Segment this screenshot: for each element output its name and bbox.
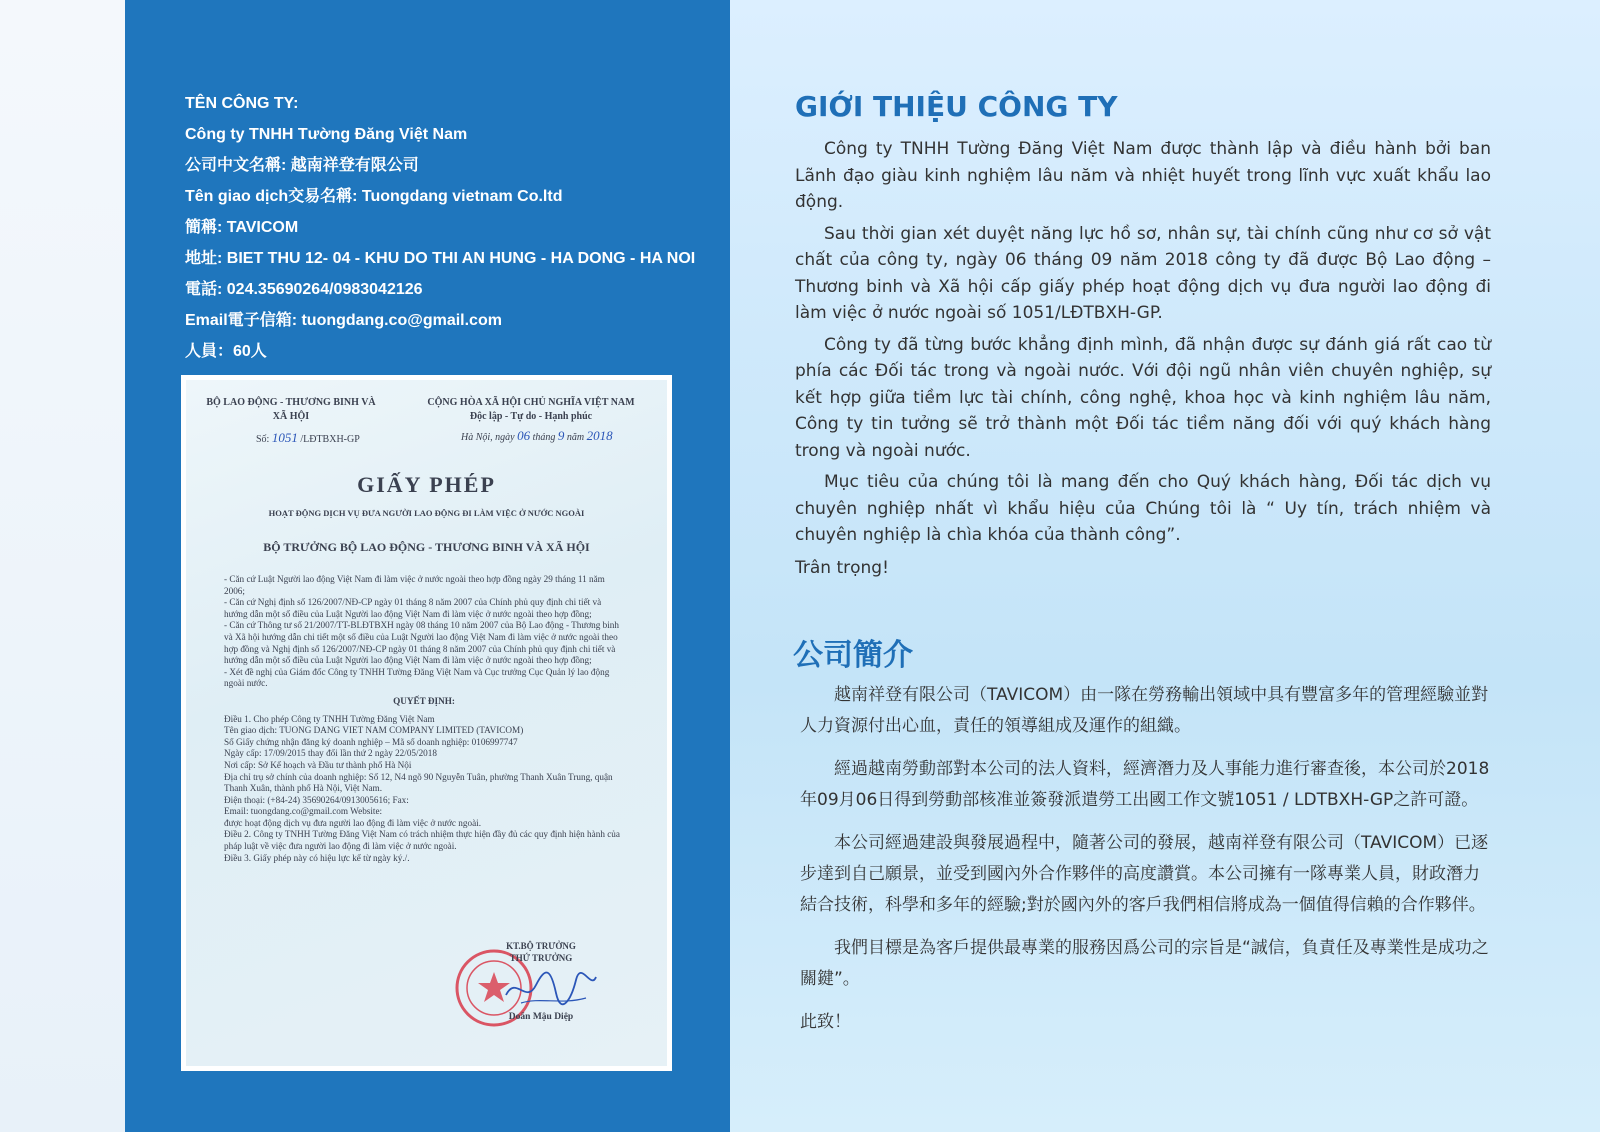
license-document xyxy=(186,380,667,1066)
license-republic-header xyxy=(406,396,656,424)
info-phone: 電話: 024.35690264/0983042126 xyxy=(185,281,423,298)
intro-vi-paragraph-4: Mục tiêu của chúng tôi là mang đến cho Quý khách hàng, Đối tác dịch vụ chuyên nghiệp nhất vì khẩu hiệu của Chúng tôi là “ Uy tín, trách nhiệm và chuyên nghiệp là chìa khóa của thành công”. xyxy=(795,472,1491,545)
license-article-3: Điều 3. Giấy phép này có hiệu lực kể từ ngày ký./. xyxy=(224,852,410,863)
license-title: GIẤY PHÉP xyxy=(357,472,496,497)
info-address: 地址: BIET THU 12- 04 - KHU DO THI AN HUNG - HA DONG - HA NOI xyxy=(185,250,696,267)
intro-vi-closing: Trân trọng! xyxy=(795,557,889,578)
intro-zh-paragraph-3: 本公司經過建設與發展過程中，隨著公司的發展，越南祥登有限公司（TAVICOM）已逐步達到自己願景，並受到國內外合作夥伴的高度讚賞。本公司擁有一隊專業人員，財政潛力結合技術，科學和多年的經驗;對於國內外的客戶我們相信將成為一個值得信賴的合作夥伴。 xyxy=(800,833,1489,915)
intro-zh-paragraph-1: 越南祥登有限公司（TAVICOM）由一隊在勞務輸出領域中具有豐富多年的管理經驗並對人力資源付出心血，責任的領導組成及運作的組織。 xyxy=(800,685,1489,736)
license-date-month-label: tháng xyxy=(532,432,556,443)
intro-zh-paragraph-2: 經過越南勞動部對本公司的法人資料，經濟潛力及人事能力進行審查後，本公司於2018年09月06日得到勞動部核准並簽發派遣勞工出國工作文號1051 / LDTBXH-GP之許可證。 xyxy=(800,759,1490,810)
license-republic-name: CỘNG HÒA XÃ HỘI CHỦ NGHĨA VIỆT NAM xyxy=(427,397,635,408)
license-basis-2: - Căn cứ Nghị định số 126/2007/NĐ-CP ngày 01 tháng 8 năm 2007 của Chính phủ quy định chi tiết và hướng dẫn một số điều của Luật Người lao động Việt Nam đi làm việc ở nước ngoài theo hợp đồng; xyxy=(224,597,602,619)
license-issue-date: Ngày cấp: 17/09/2015 thay đổi lần thứ 2 ngày 22/05/2018 xyxy=(224,748,437,759)
info-company-name-zh: 公司中文名稱: 越南祥登有限公司 xyxy=(185,157,419,174)
license-body xyxy=(224,574,624,864)
company-info-block xyxy=(185,88,705,367)
license-trade-name: Tên giao dịch: TUONG DANG VIET NAM COMPANY LIMITED (TAVICOM) xyxy=(224,725,524,736)
license-date-place: Hà Nội, ngày xyxy=(461,432,515,443)
info-trade-name: Tên giao dịch交易名稱: Tuongdang vietnam Co.ltd xyxy=(185,188,563,205)
license-number-suffix: /LĐTBXH-GP xyxy=(300,434,360,445)
license-article-1: Điều 1. Cho phép Công ty TNHH Tường Đăng Việt Nam xyxy=(224,713,435,724)
license-basis-1: - Căn cứ Luật Người lao động Việt Nam đi làm việc ở nước ngoài theo hợp đồng ngày 29 tháng 11 năm 2006; xyxy=(224,574,605,596)
license-head-office: Địa chỉ trụ sở chính của doanh nghiệp: Số 12, N4 ngõ 90 Nguyễn Tuân, phường Thanh Xuân Trung, quận Thanh Xuân, thành phố Hà Nội, Việt Nam. xyxy=(224,771,613,794)
intro-zh-closing: 此致！ xyxy=(800,1012,851,1032)
license-issuer: Nơi cấp: Sở Kế hoạch và Đầu tư thành phố Hà Nội xyxy=(224,759,412,770)
license-signer-name: Doãn Mậu Diệp xyxy=(508,1012,574,1022)
license-number-prefix: Số: xyxy=(256,434,270,445)
license-date-day: 06 xyxy=(517,428,531,443)
license-motto: Độc lập - Tự do - Hạnh phúc xyxy=(469,411,593,422)
license-date-month: 9 xyxy=(557,428,565,443)
info-company-name-vi: Công ty TNHH Tường Đăng Việt Nam xyxy=(185,126,468,143)
intro-zh-title: 公司簡介 xyxy=(793,638,913,673)
intro-vi-paragraph-2: Sau thời gian xét duyệt năng lực hồ sơ, nhân sự, tài chính cũng như cơ sở vật chất của công ty, ngày 06 tháng 09 năm 2018 công ty đã được Bộ Lao động – Thương binh và Xã hội cấp giấy phép hoạt động dịch vụ đưa người lao động đi làm việc ở nước ngoài số 1051/LĐTBXH-GP. xyxy=(795,223,1491,323)
license-permitted-activity: được hoạt động dịch vụ đưa người lao động đi làm việc ở nước ngoài. xyxy=(224,817,481,828)
license-minister-heading: BỘ TRƯỞNG BỘ LAO ĐỘNG - THƯƠNG BINH VÀ XÃ HỘI xyxy=(263,540,590,554)
license-article-2: Điều 2. Công ty TNHH Tường Đăng Việt Nam có trách nhiệm thực hiện đầy đủ các quy định hiện hành của pháp luật về việc đưa người lao động đi làm việc ở nước ngoài. xyxy=(224,829,620,852)
license-signer-title-2: THỨ TRƯỞNG xyxy=(509,953,573,963)
license-number xyxy=(256,430,360,446)
license-decide-heading: QUYẾT ĐỊNH: xyxy=(393,695,455,706)
license-subtitle: HOẠT ĐỘNG DỊCH VỤ ĐƯA NGƯỜI LAO ĐỘNG ĐI LÀM VIỆC Ở NƯỚC NGOÀI xyxy=(268,508,585,518)
intro-vi-body xyxy=(795,136,1491,586)
info-staff-count: 人員：60人 xyxy=(185,343,267,360)
left-margin-strip xyxy=(0,0,125,1132)
info-email: Email電子信箱: tuongdang.co@gmail.com xyxy=(185,312,502,329)
signature-icon xyxy=(501,965,601,1010)
license-phone-fax: Điện thoại: (+84-24) 35690264/0913005616; Fax: xyxy=(224,794,409,805)
license-signer-title-1: KT.BỘ TRƯỞNG xyxy=(506,941,576,951)
license-document-frame xyxy=(181,375,672,1071)
license-date-year-label: năm xyxy=(566,432,585,443)
license-registration-number: Số Giấy chứng nhận đăng ký doanh nghiệp – Mã số doanh nghiệp: 0106997747 xyxy=(224,736,518,747)
info-short-name: 簡稱: TAVICOM xyxy=(185,219,299,236)
license-number-value: 1051 xyxy=(271,430,298,445)
license-ministry-header: BỘ LAO ĐỘNG - THƯƠNG BINH VÀ XÃ HỘI xyxy=(206,397,376,422)
intro-vi-paragraph-1: Công ty TNHH Tường Đăng Việt Nam được thành lập và điều hành bởi ban Lãnh đạo giàu kinh nghiệm lâu năm và nhiệt huyết trong lĩnh vực xuất khẩu lao động. xyxy=(795,139,1491,212)
intro-zh-body xyxy=(800,680,1490,1050)
license-basis-3: - Căn cứ Thông tư số 21/2007/TT-BLĐTBXH ngày 08 tháng 10 năm 2007 của Bộ Lao động - Thương binh và Xã hội hướng dẫn chi tiết một số điều của Luật Người lao động Việt Nam đi làm việc ở nước ngoài theo hợp đồng và Nghị định số 126/2007/NĐ-CP ngày 01 tháng 8 năm 2007 của Chính phủ quy định chi tiết và hướng dẫn một số điều của Luật Người lao động Việt Nam đi làm việc ở nước ngoài theo hợp đồng; xyxy=(224,620,619,666)
intro-vi-title: GIỚI THIỆU CÔNG TY xyxy=(795,90,1118,123)
intro-vi-paragraph-3: Công ty đã từng bước khẳng định mình, đã nhận được sự đánh giá rất cao từ phía các Đối tác trong và ngoài nước. Với đội ngũ nhân viên chuyên nghiệp, sự kết hợp giữa tiềm lực tài chính, công nghệ, khoa học và kinh nghiệm lâu năm, Công ty tin tưởng sẽ trở thành một Đối tác tiềm năng đối với quý khách hàng trong và ngoài nước. xyxy=(795,334,1491,461)
info-label-company-name: TÊN CÔNG TY: xyxy=(185,95,299,112)
license-signer-title xyxy=(476,940,606,964)
license-email-website: Email: tuongdang.co@gmail.com Website: xyxy=(224,806,383,817)
intro-zh-paragraph-4: 我們目標是為客戶提供最專業的服務因爲公司的宗旨是“誠信，負責任及專業性是成功之關鍵”。 xyxy=(800,938,1489,989)
license-date xyxy=(461,428,613,444)
license-date-year: 2018 xyxy=(586,428,613,443)
license-basis-4: - Xét đề nghị của Giám đốc Công ty TNHH Tường Đăng Việt Nam và Cục trưởng Cục Quản lý lao động ngoài nước. xyxy=(224,666,610,689)
